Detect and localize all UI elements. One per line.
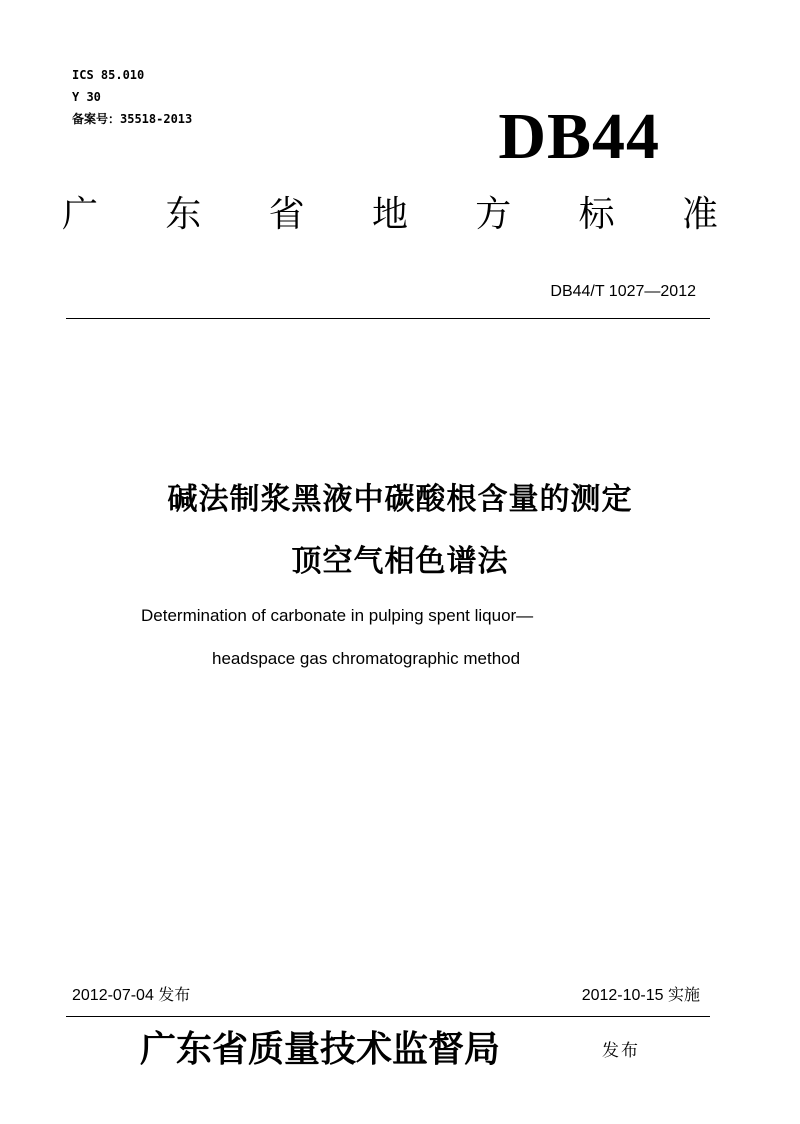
standard-title-char: 东 xyxy=(165,194,202,235)
standard-title-char: 准 xyxy=(681,194,718,235)
standard-title-char: 标 xyxy=(578,194,615,235)
title-english-line-2: headspace gas chromatographic method xyxy=(212,649,521,668)
standard-code: DB44/T 1027—2012 xyxy=(550,283,696,300)
implementation-date: 2012-10-15 实施 xyxy=(581,987,700,1004)
title-english-line-1: Determination of carbonate in pulping spent liquor— xyxy=(141,606,534,625)
title-chinese-line-2: 顶空气相色谱法 xyxy=(291,544,509,579)
record-number: 备案号：35518-2013 xyxy=(72,112,193,126)
bottom-divider xyxy=(66,1016,710,1017)
standard-title-char: 方 xyxy=(475,194,512,235)
standard-title-char: 地 xyxy=(371,194,408,235)
standard-title-char: 省 xyxy=(268,194,305,235)
issued-label: 发布 xyxy=(602,1041,640,1061)
ics-code: ICS 85.010 xyxy=(72,68,145,82)
standard-type-title xyxy=(60,190,720,240)
db44-logo: DB44 xyxy=(498,100,660,173)
title-chinese-line-1: 碱法制浆黑液中碳酸根含量的测定 xyxy=(167,482,633,517)
top-divider xyxy=(66,318,710,319)
issue-date: 2012-07-04 发布 xyxy=(72,987,191,1004)
issuing-authority: 广东省质量技术监督局 xyxy=(140,1028,501,1070)
ccs-code: Y 30 xyxy=(72,90,101,104)
standard-title-char: 广 xyxy=(61,194,98,235)
